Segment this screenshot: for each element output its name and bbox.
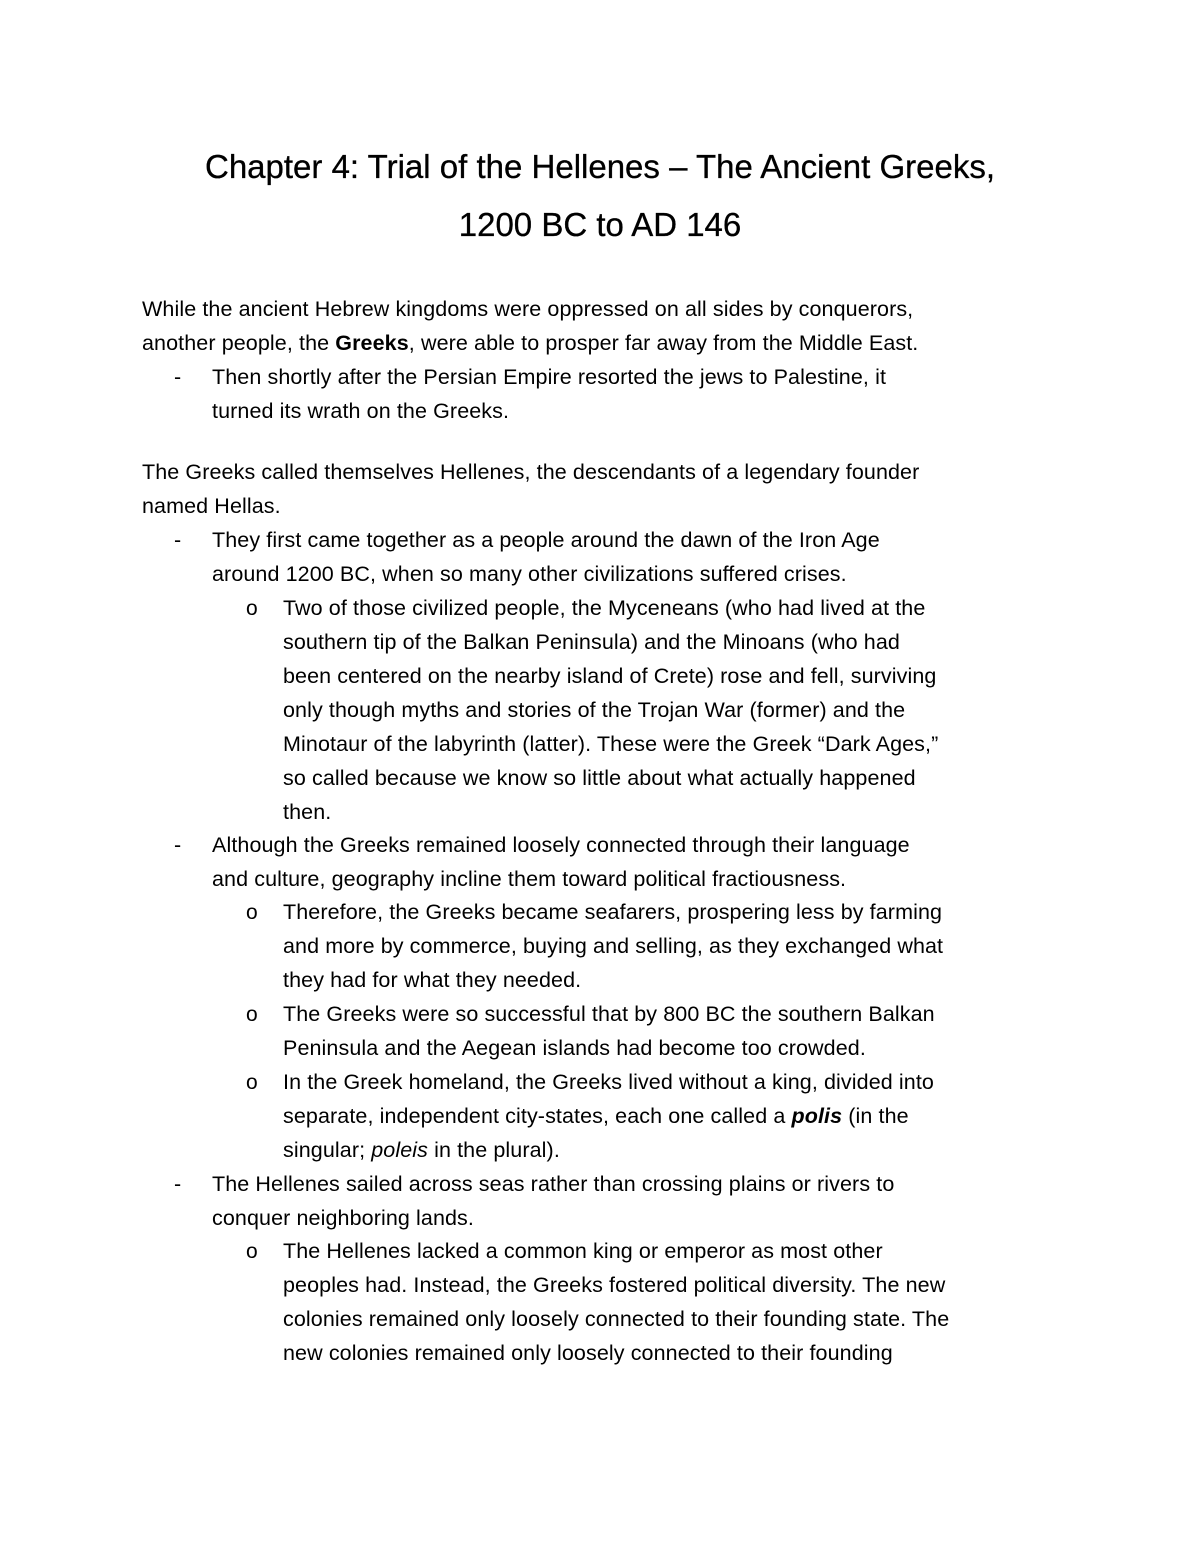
sub-bullet-5-line-3: colonies remained only loosely connected to their founding state. The xyxy=(283,1307,950,1331)
sub-bullet-2-line-3: they had for what they needed. xyxy=(283,968,582,992)
title-line-1: Chapter 4: Trial of the Hellenes – The Ancient Greeks, xyxy=(205,148,995,185)
bullet-4-line-1: The Hellenes sailed across seas rather than crossing plains or rivers to xyxy=(212,1172,895,1196)
bullet-3-line-1: Although the Greeks remained loosely connected through their language xyxy=(212,833,910,857)
bullet-1-line-1: Then shortly after the Persian Empire resorted the jews to Palestine, it xyxy=(212,365,887,389)
paragraph-1-line-1: While the ancient Hebrew kingdoms were oppressed on all sides by conquerors, xyxy=(142,297,914,321)
paragraph-1-line-2 xyxy=(142,327,918,361)
sub-bullet-4-line-3 xyxy=(283,1134,560,1168)
sub-bullet-1-line-6: so called because we know so little about what actually happened xyxy=(283,766,916,790)
text-run: in the plural). xyxy=(428,1138,560,1162)
bold-italic-term-polis: polis xyxy=(791,1104,843,1128)
bold-term-greeks: Greeks xyxy=(335,331,409,355)
bullet-4-line-2: conquer neighboring lands. xyxy=(212,1206,474,1230)
sub-bullet-5-line-1: The Hellenes lacked a common king or emperor as most other xyxy=(283,1239,883,1263)
text-run: separate, independent city-states, each one called a xyxy=(283,1104,792,1128)
sub-bullet-4-line-1: In the Greek homeland, the Greeks lived without a king, divided into xyxy=(283,1070,934,1094)
bullet-3-line-2: and culture, geography incline them toward political fractiousness. xyxy=(212,867,847,891)
bullet-dash: - xyxy=(174,528,182,552)
paragraph-2-line-2: named Hellas. xyxy=(142,494,281,518)
title-line-2: 1200 BC to AD 146 xyxy=(458,206,742,243)
sub-bullet-2-line-2: and more by commerce, buying and selling, as they exchanged what xyxy=(283,934,944,958)
bullet-dash: - xyxy=(174,365,182,389)
sub-bullet-circle: o xyxy=(246,1071,258,1094)
chapter-title xyxy=(100,138,1100,254)
sub-bullet-circle: o xyxy=(246,901,258,924)
text-run: another people, the xyxy=(142,331,336,355)
text-run: (in the xyxy=(842,1104,909,1128)
text-run: , were able to prosper far away from the Middle East. xyxy=(408,331,919,355)
sub-bullet-1-line-1: Two of those civilized people, the Myceneans (who had lived at the xyxy=(283,596,926,620)
sub-bullet-4-line-2 xyxy=(283,1100,909,1134)
sub-bullet-2-line-1: Therefore, the Greeks became seafarers, prospering less by farming xyxy=(283,900,943,924)
sub-bullet-1-line-5: Minotaur of the labyrinth (latter). These were the Greek “Dark Ages,” xyxy=(283,732,939,756)
paragraph-2-line-1: The Greeks called themselves Hellenes, the descendants of a legendary founder xyxy=(142,460,920,484)
sub-bullet-1-line-2: southern tip of the Balkan Peninsula) and the Minoans (who had xyxy=(283,630,900,654)
bullet-2-line-2: around 1200 BC, when so many other civilizations suffered crises. xyxy=(212,562,847,586)
sub-bullet-circle: o xyxy=(246,1003,258,1026)
bullet-1-line-2: turned its wrath on the Greeks. xyxy=(212,399,510,423)
sub-bullet-1-line-7: then. xyxy=(283,800,332,824)
text-run: singular; xyxy=(283,1138,372,1162)
sub-bullet-5-line-2: peoples had. Instead, the Greeks fostered political diversity. The new xyxy=(283,1273,946,1297)
bullet-dash: - xyxy=(174,833,182,857)
sub-bullet-3-line-1: The Greeks were so successful that by 800 BC the southern Balkan xyxy=(283,1002,935,1026)
sub-bullet-3-line-2: Peninsula and the Aegean islands had become too crowded. xyxy=(283,1036,866,1060)
bullet-dash: - xyxy=(174,1172,182,1196)
sub-bullet-5-line-4: new colonies remained only loosely connected to their founding xyxy=(283,1341,893,1365)
bullet-2-line-1: They first came together as a people around the dawn of the Iron Age xyxy=(212,528,880,552)
sub-bullet-circle: o xyxy=(246,597,258,620)
italic-term-poleis: poleis xyxy=(371,1138,429,1162)
sub-bullet-1-line-4: only though myths and stories of the Trojan War (former) and the xyxy=(283,698,906,722)
sub-bullet-1-line-3: been centered on the nearby island of Crete) rose and fell, surviving xyxy=(283,664,937,688)
sub-bullet-circle: o xyxy=(246,1240,258,1263)
